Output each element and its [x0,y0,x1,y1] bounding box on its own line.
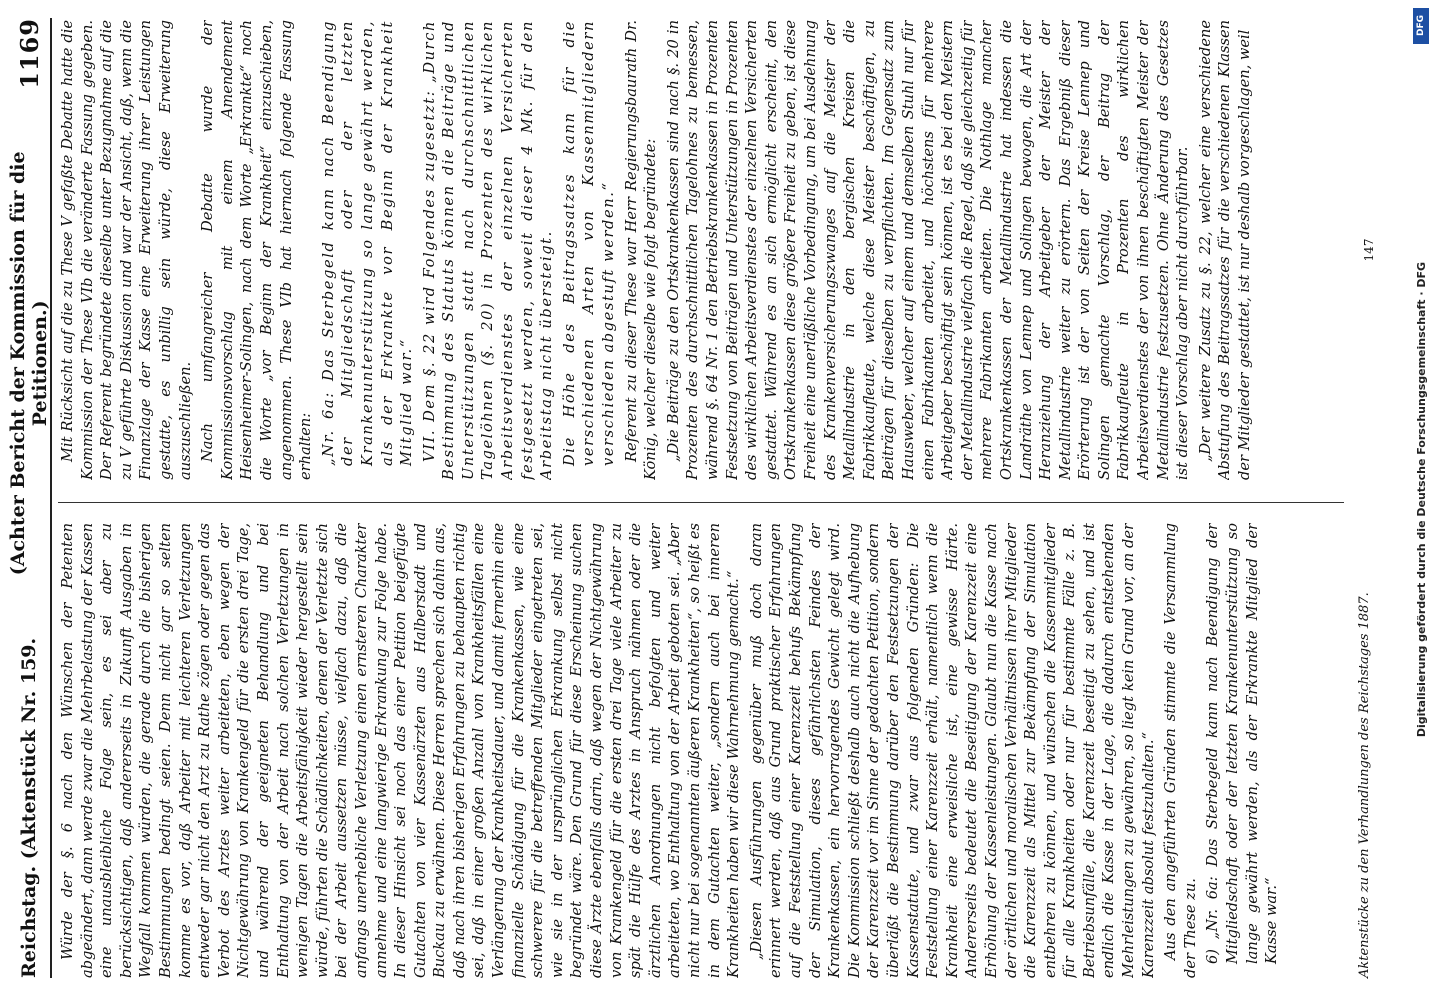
paragraph: Die Höhe des Beitragssatzes kann für die verschiedenen Arten von Kassenmitgliedern verschieden abgestuft werden.“ [560,20,618,466]
paragraph: „Diesen Ausführungen gegenüber muß doch daran erinnert werden, daß aus Grund praktischer Erfahrungen auf die Feststellung einer Karenzzeit behufs Bekämpfung der Simulation, dieses gefährlichsten Feindes der Krankenkassen, ein hervorragendes Gewicht gelegt wird. Die Kommission schließt deshalb auch nicht die Aufhebung der Karenzzeit vor im Sinne der gedachten Petition, sondern überläßt die Bestimmung darüber den Festsetzungen der Kassenstatute, und zwar aus folgenden Gründen: Die Feststellung einer Karenzzeit erhält, namentlich wenn die Krankheit eine erweisliche ist, eine gewisse Härte. Andererseits bedeutet die Beseitigung der Karenzzeit eine Erhöhung der Kassenleistungen. Glaubt nun die Kasse nach der örtlichen und moralischen Verhältnissen ihrer Mitglieder die Karenzzeit als Mittel zur Bekämpfung der Simulation entbehren zu können, und wünschen die Kassenmitglieder für alle Krankheiten oder nur für bestimmte Fälle z. B. Betriebsunfälle, die Karenzzeit beseitigt zu sehen, und ist endlich die Kasse in der Lage, die dadurch entstehenden Mehrleistungen zu gewähren, so liegt kein Grund vor, an der Karenzzeit absolut festzuhalten.“ [747,523,1157,978]
page-number: 1169 [14,18,44,89]
header-left: Reichstag. (Aktenstück Nr. 159. [18,637,40,978]
paragraph: „Der weitere Zusatz zu §. 22, welcher eine verschiedene Abstufung des Beitragssatzes für die verschiedenen Klassen der Mitglieder gestattet, ist nur deshalb vorgeschlagen, weil [1196,20,1254,480]
header-title: (Achter Bericht der Kommission für die Petitionen.) [7,151,51,576]
right-column [58,20,1344,480]
paragraph: Würde der §. 6 nach den Wünschen der Petenten abgeändert, dann werde zwar die Mehrbelastung der Kassen eine unausbleibliche Folge sein, es sei aber zu berücksichtigen, daß andererseits in Zukunft Ausgaben in Wegfall kommen würden, die gerade durch die bisherigen Bestimmungen bedingt seien. Denn nicht gar so selten komme es vor, daß Arbeiter mit leichteren Verletzungen entweder gar nicht den Arzt zu Rathe zögen oder gegen das Verbot des Arztes weiter arbeiteten, eben wegen der Nichtgewährung von Krankengeld für die ersten drei Tage, und während der geeigneten Behandlung und bei Enthaltung von der Arbeit nach solchen Verletzungen in wenigen Tagen die Arbeitsfähigkeit wieder hergestellt sein würde, führten die Schädlichkeiten, denen der Verletzte sich bei der Arbeit aussetzen müsse, vielfach dazu, daß die anfangs unerhebliche Verletzung einen ernsteren Charakter annehme und eine langwierige Erkrankung zur Folge habe. In dieser Hinsicht sei noch das einer Petition beigefügte Gutachten von vier Kassenärzten aus Halberstadt und Buckau zu erwähnen. Diese Herren sprechen sich dahin aus, daß nach ihren bisherigen Erfahrungen zu behaupten richtig sei, daß in einer großen Anzahl von Krankheitsfällen eine Verlängerung der Krankheitsdauer, und damit fernerhin eine finanzielle Schädigung für die Krankenkassen, wie eine schwerere für die betreffenden Mitglieder eingetreten sei, wie sie in der ursprünglichen Erkrankung selbst nicht begründet wäre. Den Grund für diese Erscheinung suchen diese Ärzte ebenfalls darin, daß wegen der Nichtgewährung von Krankengeld für die ersten drei Tage viele Arbeiter zu spät die Hülfe des Arztes in Anspruch nähmen oder die ärztlichen Anordnungen nicht befolgten und weiter arbeiteten, wo Enthaltung von der Arbeit geboten sei. „Aber nicht nur bei sogenannten äußeren Krankheiten“, so heißt es in dem Gutachten weiter, „sondern auch bei inneren Krankheiten haben wir diese Wahrnehmung gemacht.“ [59,523,743,978]
paragraph: Nach umfangreicher Debatte wurde der Kommissionsvorschlag mit einem Amendement Heisenheimer-Solingen, nach dem Worte „Erkrankte“ noch die Worte „vor Beginn der Krankheit“ einzuschieben, angenommen. These VIb hat hiernach folgende Fassung erhalten: [199,20,315,480]
dfg-logo: DFG [1413,8,1429,44]
digitization-credit: Digitalisierung gefördert durch die Deutsche Forschungsgemeinschaft · DFG [1414,262,1428,738]
paragraph: Mit Rücksicht auf die zu These V gefaßte Debatte hatte die Kommission der These VIb die veränderte Fassung gegeben. Der Referent begründete dieselbe unter Bezugnahme auf die zu V geführte Diskussion und war der Ansicht, daß, wenn die Finanzlage der Kasse eine Erweiterung ihrer Leistungen gestatte, es unbillig sein würde, diese Erweiterung auszuschließen. [59,20,194,480]
column-divider [58,502,1344,503]
paragraph: „Nr. 6a: Das Sterbegeld kann nach Beendigung der Mitgliedschaft oder der letzten Krankenunterstützung so lange gewährt werden, als der Erkrankte vor Beginn der Krankheit Mitglied war.“ [319,20,416,466]
paragraph: „Die Beiträge zu den Ortskrankenkassen sind nach §. 20 in Prozenten des durchschnittlichen Tagelohnes zu bemessen, während §. 64 Nr. 1 den Betriebskrankenkassen in Prozenten Festsetzung von Beiträgen und Unterstützungen in Prozenten des wirklichen Arbeitsverdienstes der einzelnen Versicherten gestattet. Während es an sich ermöglicht erscheint, den Ortskrankenkassen diese größere Freiheit zu geben, ist diese Freiheit eine unerläßliche Vorbedingung, um bei Ausdehnung des Krankenversicherungszwanges auf die Meister der Metallindustrie in den bergischen Kreisen die Fabrikkaufleute, welche diese Meister beschäftigen, zu Beiträgen für dieselben zu verpflichten. Im Gegensatz zum Hausweber, welcher auf einem und demselben Stuhl nur für einen Fabrikanten arbeitet, und höchstens für mehrere Arbeitgeber beschäftigt sein können, ist es bei den Meistern der Metallindustrie vielfach die Regel, daß sie gleichzeitig für mehrere Fabrikanten arbeiten. Die Nothlage mancher Ortskrankenkassen der Metallindustrie hat indessen die Landräthe von Lennep und Solingen bewogen, die Art der Heranziehung der Arbeitgeber der Meister der Metallindustrie weiter zu erörtern. Das Ergebniß dieser Erörterung ist der von Seiten der Kreise Lennep und Solingen gemachte Vorschlag, der Beitrag der Fabrikkaufleute in Prozenten des wirklichen Arbeitsverdienstes der von ihnen beschäftigten Meister der Metallindustrie festzusetzen. Ohne Änderung des Gesetzes ist dieser Vorschlag aber nicht durchführbar. [664,20,1192,480]
running-head [8,18,52,978]
paragraph: 6) „Nr. 6a: Das Sterbegeld kann nach Beendigung der Mitgliedschaft oder der letzten Krankenunterstützung so lange gewährt werden, als der Erkrankte Mitglied der Kasse war.“ [1204,523,1281,964]
paragraph: Referent zu dieser These war Herr Regierungsbaurath Dr. König, welcher dieselbe wie folgt begründete: [622,20,660,480]
left-column [58,523,1344,978]
paragraph: VII. Dem §. 22 wird Folgendes zugesetzt: „Durch Bestimmung des Statuts können die Beiträge und Unterstützungen statt nach durchschnittlichen Tagelöhnen (§. 20) in Prozenten des wirklichen Arbeitsverdienstes der einzelnen Versicherten festgesetzt werden, soweit dieser 4 Mk. für den Arbeitstag nicht übersteigt. [420,20,556,480]
footer-sheet-number: 147 [1362,238,1376,262]
paragraph: Aus den angeführten Gründen stimmte die Versammlung der These zu. [1162,523,1199,978]
footer-source: Aktenstücke zu den Verhandlungen des Reichstages 1887. [1357,592,1372,978]
